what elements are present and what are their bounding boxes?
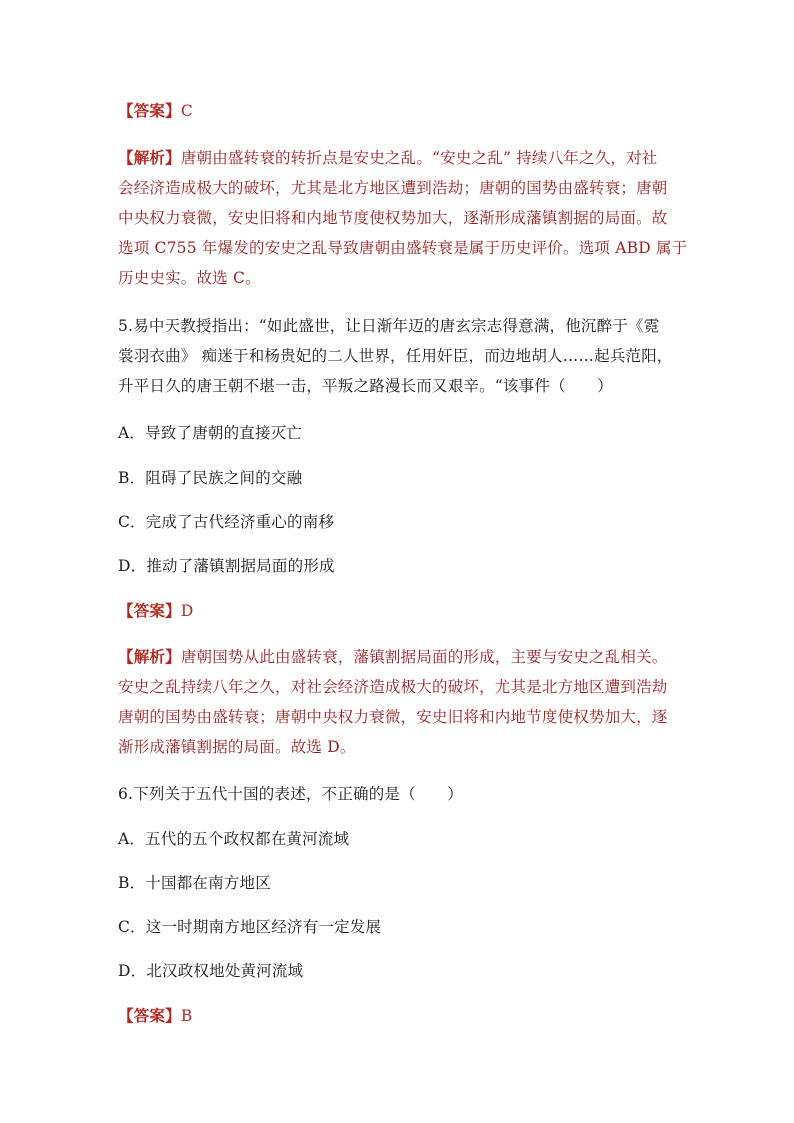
option-text: B．阻碍了民族之间的交融 [118, 469, 303, 487]
question-6 [118, 779, 678, 809]
option-q6-c [118, 912, 678, 942]
option-text: B．十国都在南方地区 [118, 874, 271, 892]
question-line: 5.易中天教授指出：“如此盛世，让日渐年迈的唐玄宗志得意满，他沉醉于《霓 [118, 317, 660, 335]
option-q6-b [118, 868, 678, 898]
option-q5-a [118, 418, 678, 448]
question-line: 裳羽衣曲》 痴迷于和杨贵妃的二人世界，任用奸臣，而边地胡人……起兵范阳， [118, 347, 673, 365]
option-q6-d [118, 956, 678, 986]
answer-value: D [180, 602, 194, 620]
analysis-line: 唐朝由盛转衰的转折点是安史之乱。“安史之乱” 持续八年之久，对社 [180, 149, 658, 167]
option-text: A．导致了唐朝的直接灭亡 [118, 424, 303, 442]
answer-q5 [118, 596, 678, 626]
analysis-line: 会经济造成极大的破坏，尤其是北方地区遭到浩劫；唐朝的国势由盛转衰；唐朝 [118, 179, 668, 197]
analysis-line: 安史之乱持续八年之久，对社会经济造成极大的破坏，尤其是北方地区遭到浩劫 [118, 678, 668, 696]
analysis-line: 唐朝国势从此由盛转衰，藩镇割据局面的形成，主要与安史之乱相关。 [180, 648, 668, 666]
answer-value: B [180, 1007, 193, 1025]
answer-q6 [118, 1001, 678, 1031]
answer-q4 [118, 96, 678, 126]
answer-value: C [180, 102, 193, 120]
analysis-tag: 【解析】 [118, 647, 181, 666]
option-q5-d [118, 551, 678, 581]
option-q6-a [118, 824, 678, 854]
option-text: C．这一时期南方地区经济有一定发展 [118, 918, 382, 936]
question-5 [118, 311, 678, 401]
option-text: C．完成了古代经济重心的南移 [118, 513, 335, 531]
analysis-line: 选项 C755 年爆发的安史之乱导致唐朝由盛转衰是属于历史评价。选项 ABD 属于 [118, 239, 688, 257]
option-q5-b [118, 463, 678, 493]
answer-tag: 【答案】 [118, 1006, 181, 1025]
analysis-line: 唐朝的国势由盛转衰；唐朝中央权力衰微，安史旧将和内地节度使权势加大，逐 [118, 708, 668, 726]
analysis-line: 中央权力衰微，安史旧将和内地节度使权势加大，逐渐形成藩镇割据的局面。故 [118, 209, 668, 227]
analysis-q5 [118, 642, 678, 762]
option-text: A．五代的五个政权都在黄河流域 [118, 830, 350, 848]
option-text: D．推动了藩镇割据局面的形成 [118, 557, 335, 575]
analysis-line: 历史史实。故选 C。 [118, 269, 261, 287]
analysis-q4 [118, 143, 688, 293]
answer-tag: 【答案】 [118, 101, 181, 120]
option-text: D．北汉政权地处黄河流域 [118, 962, 304, 980]
question-line: 6.下列关于五代十国的表述，不正确的是（ ） [118, 785, 463, 803]
analysis-tag: 【解析】 [118, 148, 181, 167]
question-line: 升平日久的唐王朝不堪一击，平叛之路漫长而又艰辛。“该事件（ ） [118, 377, 613, 395]
option-q5-c [118, 507, 678, 537]
analysis-line: 渐形成藩镇割据的局面。故选 D。 [118, 738, 356, 756]
answer-tag: 【答案】 [118, 601, 181, 620]
